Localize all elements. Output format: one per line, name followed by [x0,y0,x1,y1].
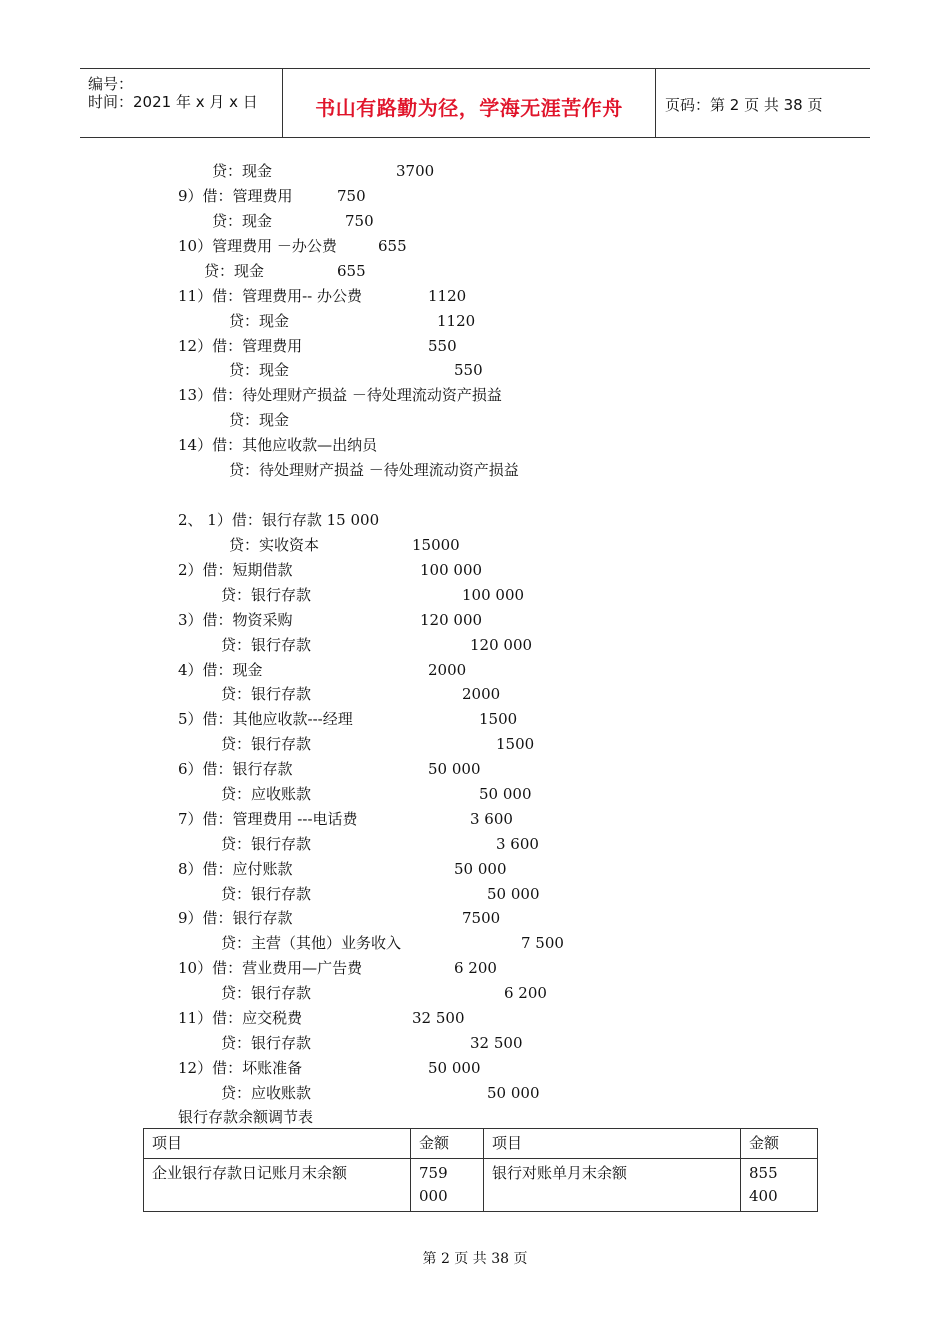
table-header-row [144,1129,818,1159]
page-footer: 第 2 页 共 38 页 [422,1251,528,1267]
table-cell: 银行对账单月末余额 [484,1159,741,1212]
entry-amount: 655 [337,262,366,280]
entry-line: 贷：银行存款 [221,685,312,703]
entry-amount: 15000 [412,536,460,554]
entry-amount: 750 [345,212,374,230]
entry-line: 10）借：营业费用—广告费 [178,959,363,977]
entry-line: 贷：银行存款 [221,586,312,604]
header-cell: 项目 [144,1129,411,1159]
entry-amount: 2000 [428,661,467,679]
page-header [80,68,870,138]
entry-line: 贷：现金 [229,361,290,379]
entry-amount: 50 000 [428,760,481,778]
page-info: 页码：第 2 页 共 38 页 [665,96,823,114]
entry-amount: 3 600 [470,810,513,828]
entry-line: 9）借：管理费用 [178,187,293,205]
entry-line: 6）借：银行存款 [178,760,293,778]
entry-line: 12）借：管理费用 [178,337,303,355]
entry-line: 14）借：其他应收款—出纳员 [178,436,378,454]
entry-line: 8）借：应付账款 [178,860,293,878]
entry-amount: 3 600 [496,835,539,853]
entry-line: 9）借：银行存款 [178,909,293,927]
entry-amount: 655 [378,237,407,255]
header-motto-cell [282,69,656,137]
entry-amount: 120 000 [470,636,533,654]
entry-amount: 2000 [462,685,501,703]
header-cell: 金额 [411,1129,484,1159]
entry-line: 贷：银行存款 [221,735,312,753]
header-cell: 项目 [484,1129,741,1159]
entry-line: 贷：现金 [212,212,273,230]
table-cell: 759 000 [411,1159,484,1212]
entry-line: 贷：待处理财产损益 －待处理流动资产损益 [229,461,519,479]
entry-amount: 50 000 [479,785,532,803]
entry-line: 13）借：待处理财产损益 －待处理流动资产损益 [178,386,502,404]
entry-line: 贷：现金 [229,312,290,330]
table-cell: 855 400 [741,1159,818,1212]
entry-amount: 1500 [496,735,535,753]
entry-line: 7）借：管理费用 ---电话费 [178,810,358,828]
entry-line: 贷：银行存款 [221,1034,312,1052]
entry-line: 贷：应收账款 [221,785,312,803]
entry-line: 贷：现金 [204,262,265,280]
entry-amount: 100 000 [462,586,525,604]
entry-line: 2）借：短期借款 [178,561,293,579]
header-info [80,69,282,137]
entry-amount: 7 500 [521,934,564,952]
entry-amount: 550 [454,361,483,379]
entry-line: 贷：银行存款 [221,835,312,853]
entry-amount: 32 500 [412,1009,465,1027]
entry-amount: 7500 [462,909,501,927]
entry-amount: 1500 [479,710,518,728]
table-title: 银行存款余额调节表 [178,1108,314,1126]
entry-amount: 32 500 [470,1034,523,1052]
entry-line: 12）借：坏账准备 [178,1059,303,1077]
entry-line: 贷：现金 [212,162,273,180]
entry-amount: 1120 [428,287,467,305]
entry-amount: 550 [428,337,457,355]
entry-amount: 120 000 [420,611,483,629]
time-label: 时间：2021 年 x 月 x 日 [88,93,258,111]
header-page-cell [655,69,870,137]
motto: 书山有路勤为径，学海无涯苦作舟 [315,96,623,120]
entry-line: 贷：主营（其他）业务收入 [221,934,402,952]
entry-line: 2、 1）借：银行存款 15 000 [178,511,380,529]
entry-amount: 50 000 [428,1059,481,1077]
entry-line: 贷：银行存款 [221,885,312,903]
entry-amount: 6 200 [454,959,497,977]
entry-line: 3）借：物资采购 [178,611,293,629]
entry-line: 贷：银行存款 [221,636,312,654]
entry-line: 4）借：现金 [178,661,263,679]
reconciliation-table [143,1128,818,1212]
entry-line: 5）借：其他应收款---经理 [178,710,353,728]
entry-amount: 100 000 [420,561,483,579]
entry-amount: 50 000 [487,1084,540,1102]
entry-amount: 3700 [396,162,435,180]
header-cell: 金额 [741,1129,818,1159]
entry-amount: 50 000 [487,885,540,903]
entry-line: 10）管理费用 －办公费 [178,237,337,255]
entry-line: 11）借：应交税费 [178,1009,303,1027]
entry-amount: 1120 [437,312,476,330]
code-label: 编号： [88,75,134,93]
entry-line: 11）借：管理费用-- 办公费 [178,287,362,305]
entry-line: 贷：应收账款 [221,1084,312,1102]
entry-amount: 6 200 [504,984,547,1002]
entry-amount: 50 000 [454,860,507,878]
entry-line: 贷：银行存款 [221,984,312,1002]
table-cell: 企业银行存款日记账月末余额 [144,1159,411,1212]
entry-line: 贷：实收资本 [229,536,320,554]
entry-line: 贷：现金 [229,411,290,429]
entry-amount: 750 [337,187,366,205]
table-row [144,1159,818,1212]
